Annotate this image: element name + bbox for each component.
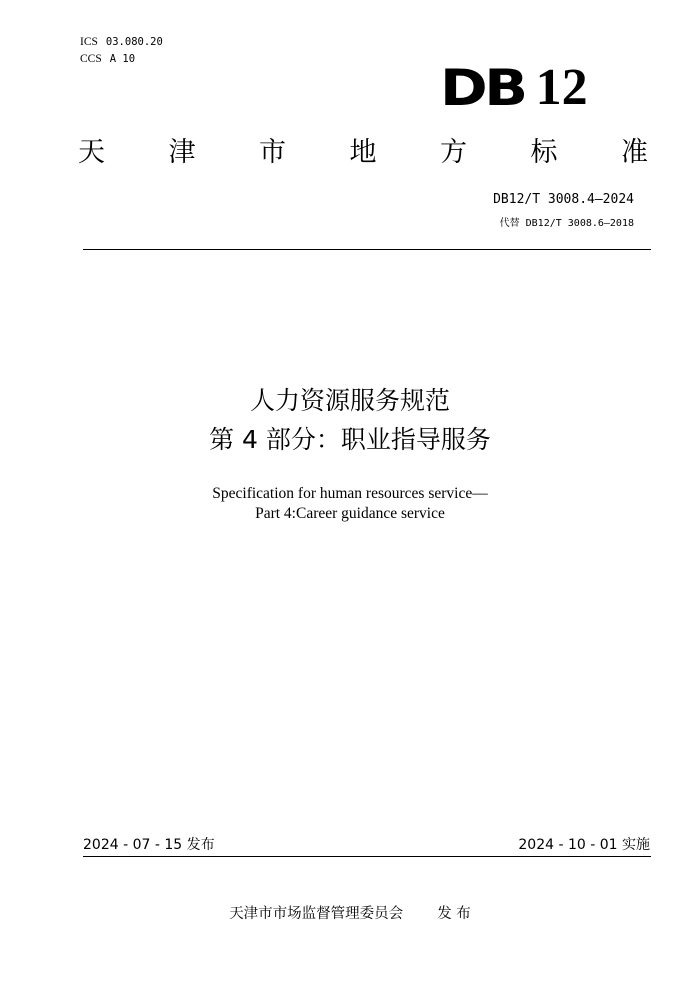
standard-type-char: 天 <box>78 137 105 168</box>
issue-date: 2024 - 07 - 15 发布 <box>83 837 215 853</box>
issuing-authority <box>0 904 700 924</box>
title-en-line1: Specification for human resources service— <box>212 485 488 502</box>
ccs-code <box>80 51 163 68</box>
standard-type-char: 方 <box>440 137 467 168</box>
standard-type-char: 标 <box>530 137 558 168</box>
ics-code <box>80 34 163 51</box>
replaces-standard: 代替 DB12/T 3008.6—2018 <box>499 218 634 229</box>
title-cn-line2: 第 4 部分：职业指导服务 <box>209 425 491 454</box>
title-cn-line1: 人力资源服务规范 <box>249 386 450 415</box>
footer-divider <box>83 856 651 857</box>
logo-letters: DB <box>440 59 525 117</box>
implementation-date: 2024 - 10 - 01 实施 <box>518 837 650 853</box>
standard-type-char: 准 <box>621 137 648 168</box>
standard-type-char: 地 <box>349 137 377 168</box>
logo-number: 12 <box>535 59 588 116</box>
ccs-label: CCS <box>80 53 102 65</box>
standard-type-char: 津 <box>168 137 196 168</box>
standard-type-heading <box>78 135 648 171</box>
ccs-value: A 10 <box>109 53 136 65</box>
title-en-line2: Part 4:Career guidance service <box>255 505 445 522</box>
classification-codes <box>80 34 163 68</box>
issuer-action: 发 布 <box>437 906 471 922</box>
db12-logo <box>440 58 610 117</box>
ics-value: 03.080.20 <box>105 36 163 48</box>
issuer-name: 天津市市场监督管理委员会 <box>229 906 404 922</box>
ics-label: ICS <box>80 36 98 48</box>
standard-type-char: 市 <box>259 137 286 168</box>
header-divider <box>83 249 651 250</box>
standard-number: DB12/T 3008.4—2024 <box>493 192 634 207</box>
